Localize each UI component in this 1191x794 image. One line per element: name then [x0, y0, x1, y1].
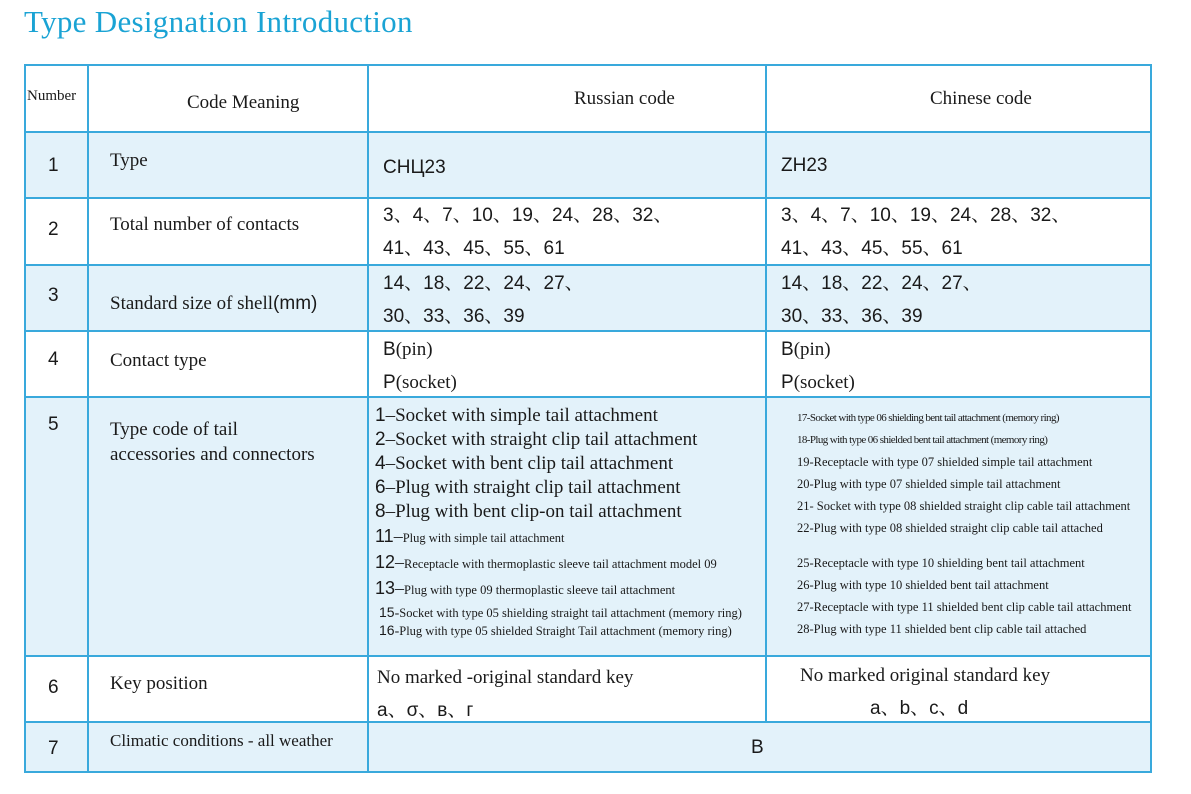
list-item: 16-Plug with type 05 shielded Straight Tail attachment (memory ring) [379, 621, 732, 639]
code-meaning: Standard size of shell(mm) [110, 292, 318, 314]
chinese-code-value: 3、4、7、10、19、24、28、32、 [781, 205, 1071, 227]
table-row [25, 722, 1151, 772]
russian-code-value: 3、4、7、10、19、24、28、32、 [383, 205, 673, 227]
code-meaning: Type [110, 150, 148, 172]
table-row [25, 397, 1151, 656]
table-row [25, 265, 1151, 331]
climatic-value: B [751, 736, 764, 758]
type-designation-table [24, 64, 1152, 773]
row-number: 6 [48, 676, 59, 698]
list-item: 25-Receptacle with type 10 shielding bent tail attachment [797, 555, 1085, 570]
russian-code-value: B(pin) [383, 338, 433, 360]
table-header-row [25, 65, 1151, 132]
header-number: Number [27, 88, 77, 104]
row-number: 4 [48, 348, 59, 370]
list-item: 22-Plug with type 08 shielded straight clip cable tail attached [797, 520, 1103, 535]
header-chinese-code: Chinese code [930, 88, 1032, 109]
chinese-code-value: ZH23 [781, 155, 828, 177]
list-item: 17-Socket with type 06 shielding bent tail attachment (memory ring) [797, 411, 1059, 424]
list-item: 21- Socket with type 08 shielded straight clip cable tail attachment [797, 498, 1131, 513]
row-number: 7 [48, 737, 59, 759]
list-item: 12–Receptacle with thermoplastic sleeve tail attachment model 09 [375, 551, 717, 572]
chinese-code-value: P(socket) [781, 371, 855, 393]
russian-code-value: No marked -original standard key [377, 666, 634, 688]
list-item: 18-Plug with type 06 shielded bent tail attachment (memory ring) [797, 433, 1048, 446]
russian-code-value: 30、33、36、39 [383, 305, 525, 327]
row-number: 1 [48, 155, 59, 177]
russian-code-value: P(socket) [383, 371, 457, 393]
chinese-code-value: B(pin) [781, 338, 831, 360]
list-item: 26-Plug with type 10 shielded bent tail attachment [797, 577, 1049, 592]
list-item: 28-Plug with type 11 shielded bent clip cable tail attached [797, 621, 1087, 636]
page-title: Type Designation Introduction [24, 4, 413, 39]
list-item: 1–Socket with simple tail attachment [375, 404, 658, 426]
table-row [25, 656, 1151, 722]
code-meaning: Type code of tail [110, 418, 238, 440]
code-meaning: Key position [110, 672, 208, 694]
chinese-code-value: 41、43、45、55、61 [781, 238, 963, 260]
header-chinese-cell [766, 65, 1151, 132]
code-meaning: Total number of contacts [110, 214, 300, 236]
code-meaning: Climatic conditions - all weather [110, 730, 333, 750]
header-russian-cell [368, 65, 766, 132]
row-number: 3 [48, 284, 59, 306]
list-item: 27-Receptacle with type 11 shielded bent clip cable tail attachment [797, 599, 1132, 614]
russian-code-value: 41、43、45、55、61 [383, 238, 565, 260]
code-meaning: accessories and connectors [110, 443, 315, 465]
row-number: 5 [48, 413, 59, 435]
list-item: 2–Socket with straight clip tail attachment [375, 428, 698, 450]
russian-code-value: СНЦ23 [383, 157, 446, 179]
list-item: 15-Socket with type 05 shielding straight tail attachment (memory ring) [379, 603, 742, 621]
header-code-meaning-cell [88, 65, 368, 132]
russian-code-value: 14、18、22、24、27、 [383, 272, 584, 294]
table-row [25, 331, 1151, 397]
table-row [25, 132, 1151, 198]
header-number-cell [25, 65, 88, 132]
list-item: 6–Plug with straight clip tail attachment [375, 476, 681, 498]
chinese-code-value: 14、18、22、24、27、 [781, 272, 982, 294]
russian-code-value: а、σ、в、г [377, 699, 474, 721]
chinese-code-value: 30、33、36、39 [781, 305, 923, 327]
table-row [25, 198, 1151, 264]
list-item: 4–Socket with bent clip tail attachment [375, 452, 674, 474]
list-item: 11–Plug with simple tail attachment [375, 525, 565, 546]
chinese-tail-code-list [797, 407, 1131, 640]
russian-tail-code-list [375, 404, 742, 640]
header-code-meaning: Code Meaning [187, 92, 300, 113]
code-meaning: Contact type [110, 349, 207, 371]
chinese-code-value: a、b、c、d [870, 697, 969, 719]
list-item: 19-Receptacle with type 07 shielded simple tail attachment [797, 454, 1093, 469]
chinese-code-value: No marked original standard key [800, 664, 1051, 686]
list-item: 13–Plug with type 09 thermoplastic sleeve tail attachment [375, 577, 676, 598]
header-russian-code: Russian code [574, 88, 675, 109]
row-number: 2 [48, 219, 59, 241]
list-item: 8–Plug with bent clip-on tail attachment [375, 500, 682, 522]
list-item: 20-Plug with type 07 shielded simple tail attachment [797, 476, 1061, 491]
